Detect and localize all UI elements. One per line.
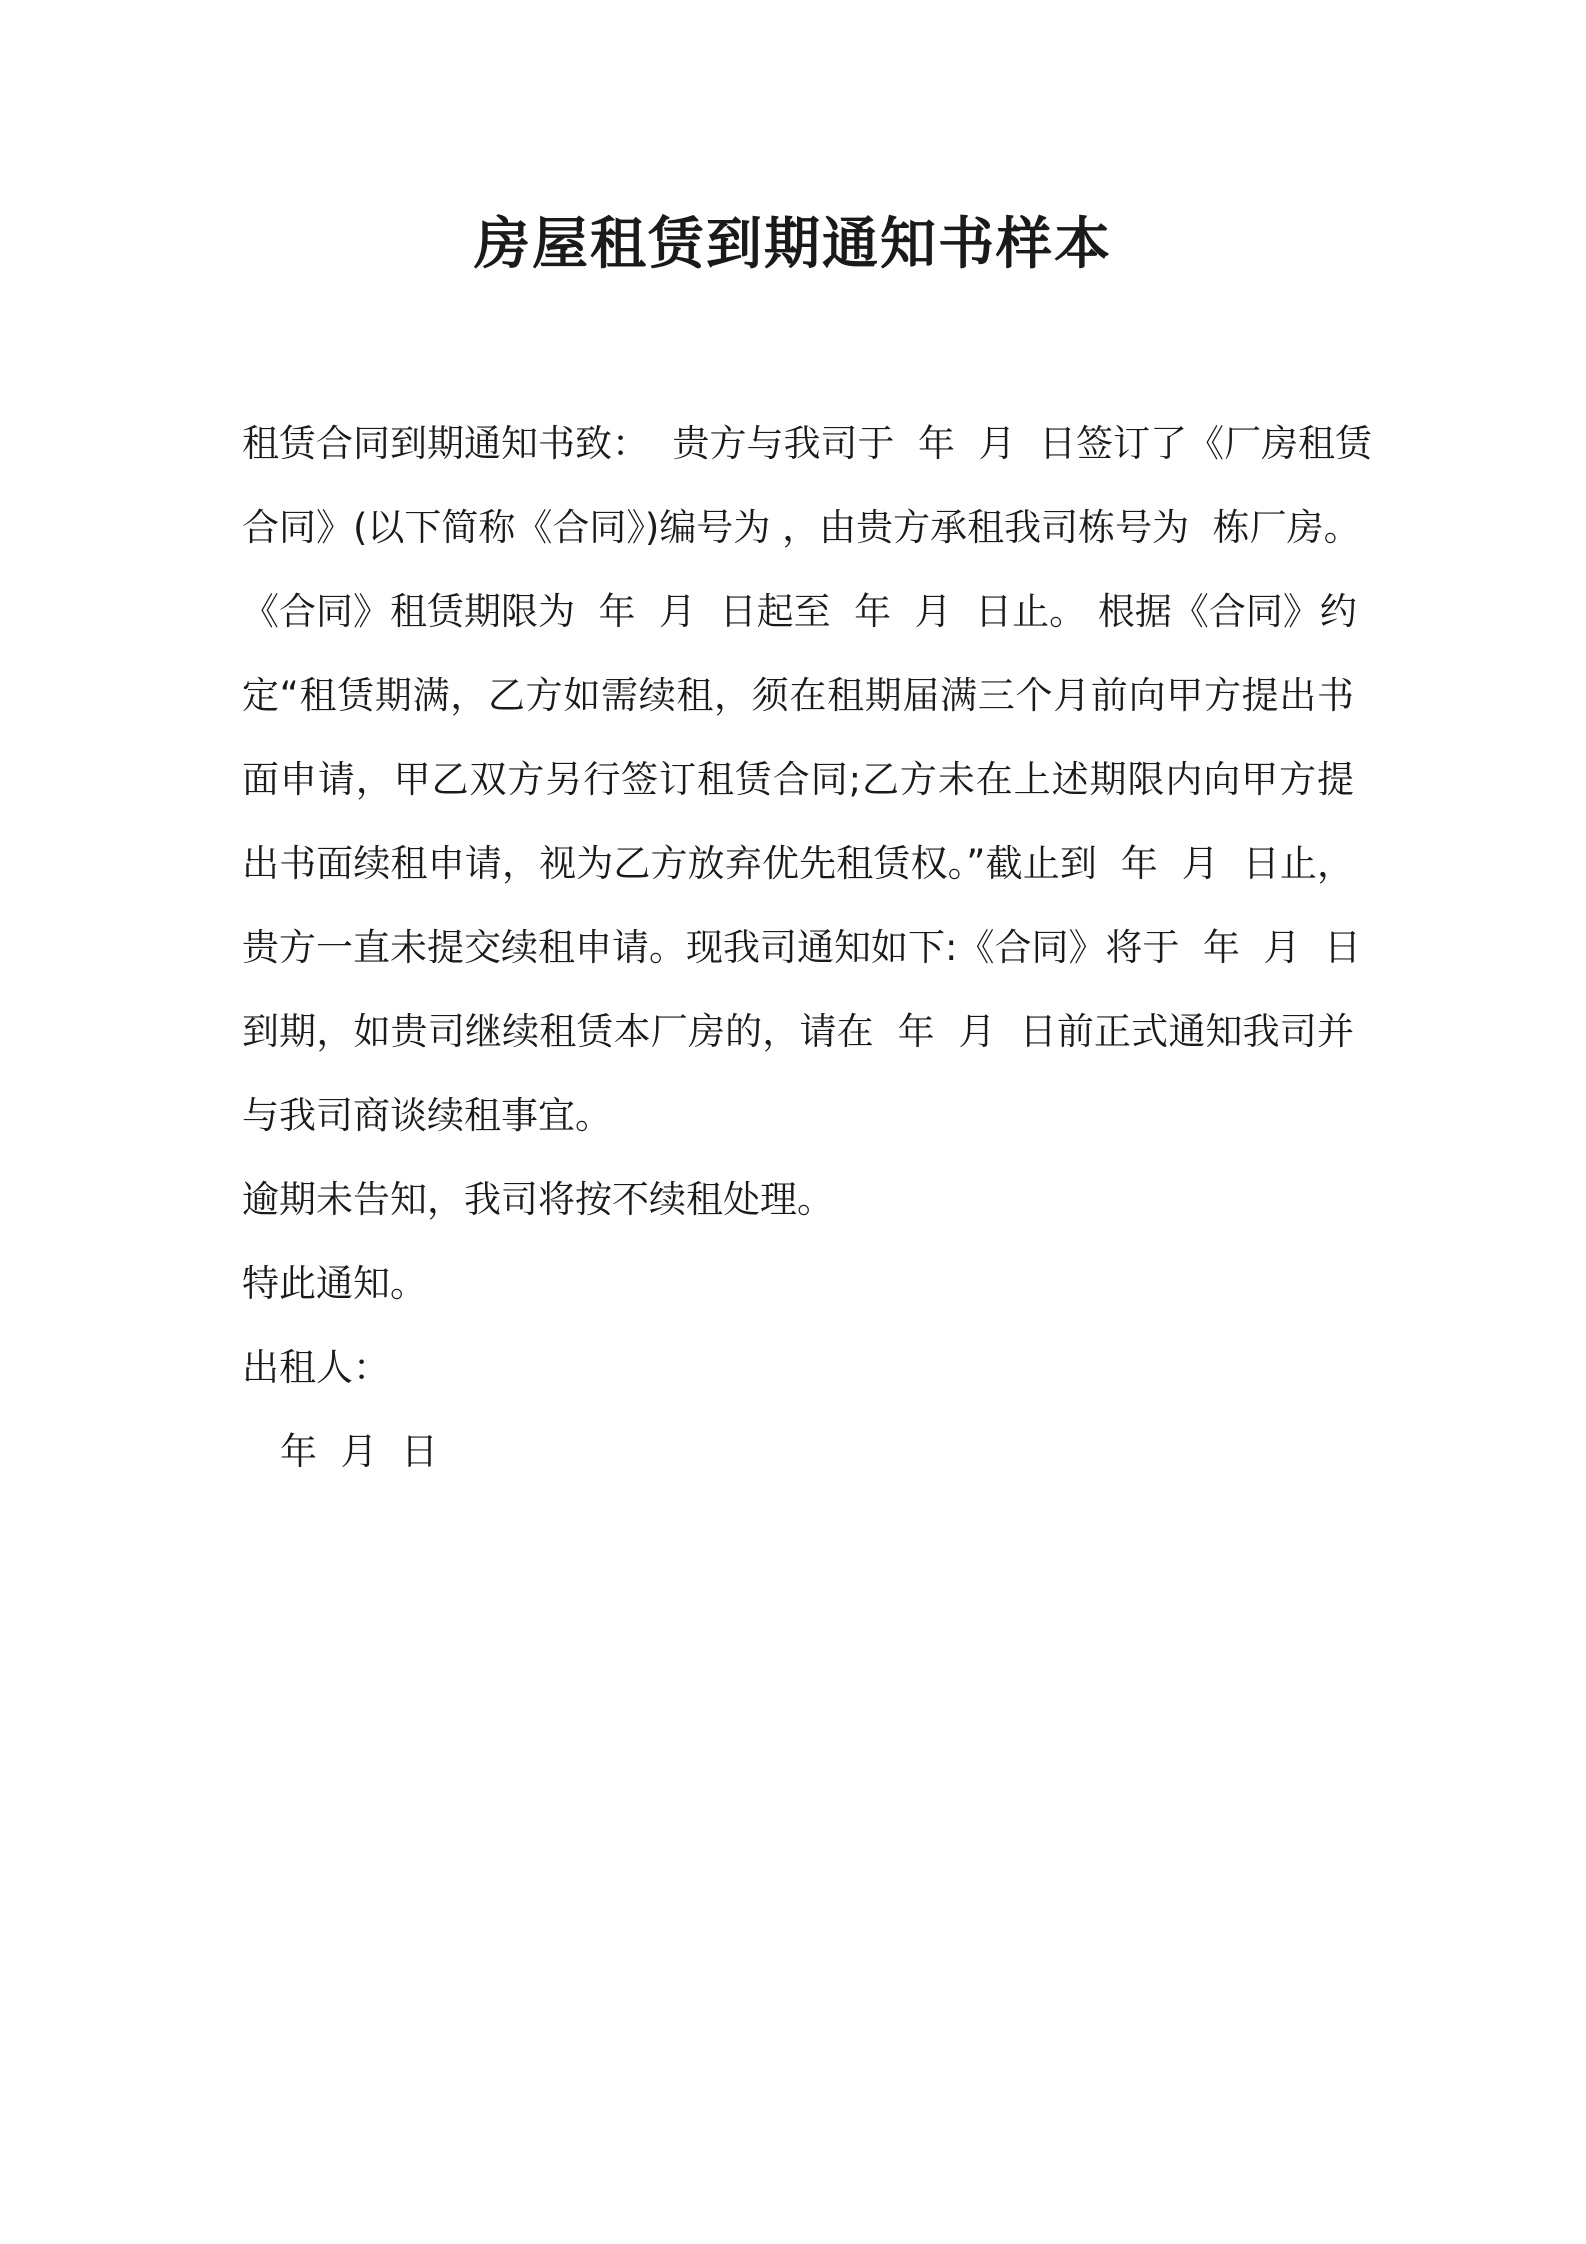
paragraph-line: 与我司商谈续租事宜。: [242, 1094, 612, 1137]
overdue-notice: 逾期未告知，我司将按不续租处理。: [242, 1178, 834, 1221]
paragraph-line: 到期，如贵司继续租赁本厂房的，请在 年 月 日前正式通知我司并: [242, 1010, 1354, 1053]
lessor-label: 出租人：: [242, 1346, 390, 1389]
document-title: 房屋租赁到期通知书样本: [474, 212, 1112, 277]
closing-notice: 特此通知。: [242, 1262, 427, 1305]
paragraph-line: 面申请，甲乙双方另行签订租赁合同;乙方未在上述期限内向甲方提: [242, 758, 1354, 801]
paragraph-line: 出书面续租申请，视为乙方放弃优先租赁权。”截止到 年 月 日止，: [242, 842, 1354, 885]
paragraph-line: 合同》(以下简称《合同》)编号为 ，由贵方承租我司栋号为 栋厂房。: [242, 506, 1361, 549]
paragraph-line: 《合同》租赁期限为 年 月 日起至 年 月 日止。 根据《合同》约: [242, 590, 1357, 633]
signature-date: 年 月 日: [280, 1430, 439, 1473]
notice-body: [242, 402, 1373, 1494]
paragraph-line: 定“租赁期满，乙方如需续租，须在租期届满三个月前向甲方提出书: [242, 674, 1354, 717]
paragraph-line: 租赁合同到期通知书致： 贵方与我司于 年 月 日签订了《厂房租赁: [242, 422, 1373, 465]
paragraph-line: 贵方一直未提交续租申请。现我司通知如下:《合同》将于 年 月 日: [242, 926, 1362, 969]
